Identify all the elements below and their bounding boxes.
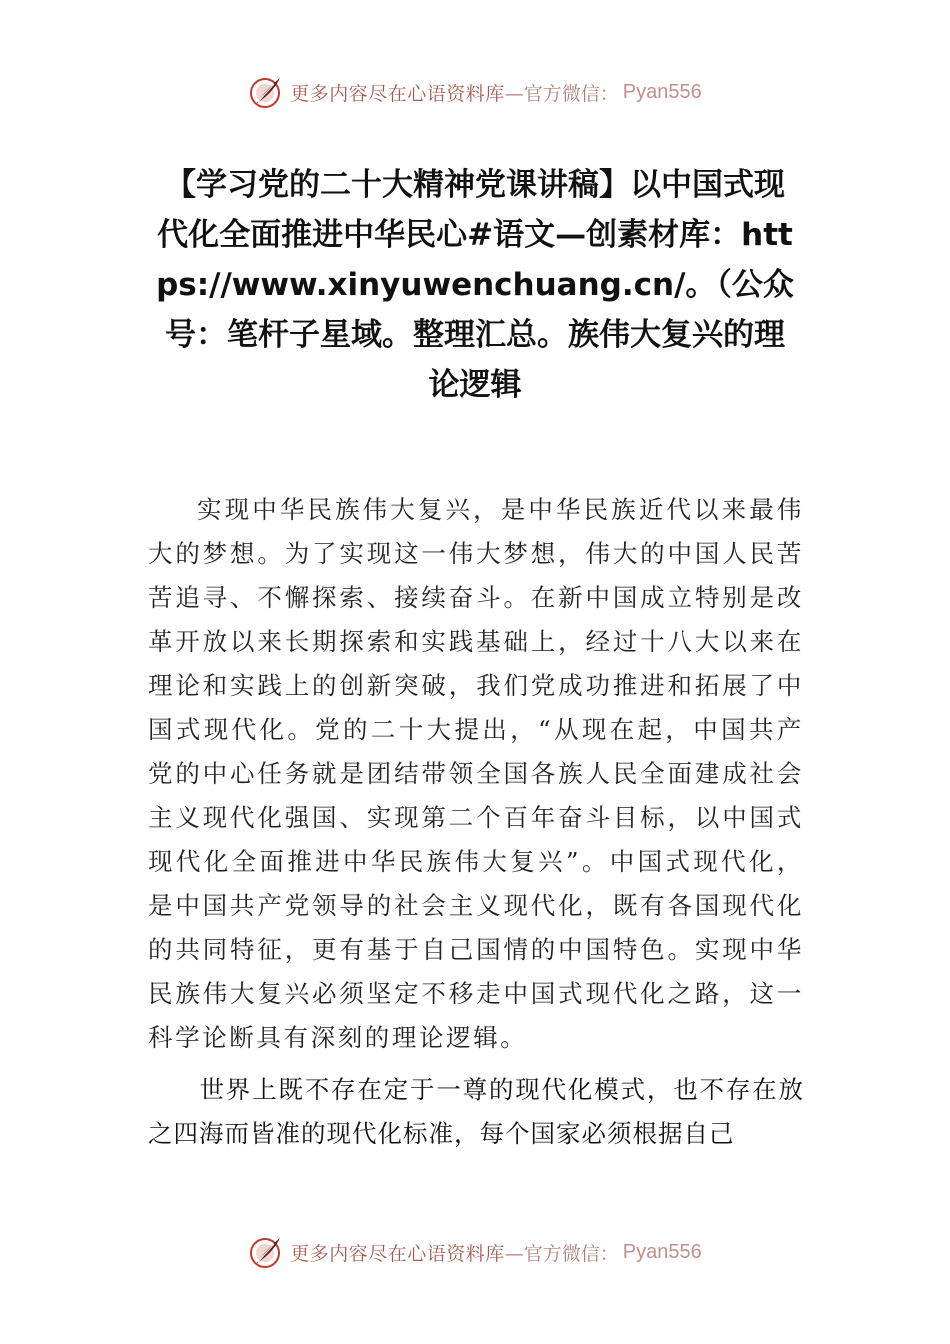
- page-header: [0, 72, 950, 112]
- footer-brand: [248, 1234, 702, 1270]
- header-brand-text: 更多内容尽在心语资料库: [290, 82, 505, 105]
- footer-brand-text: 更多内容尽在心语资料库: [290, 1242, 505, 1265]
- header-wechat-label: —官方微信：: [504, 82, 619, 105]
- header-brand: [248, 74, 702, 110]
- quill-pen-logo-icon: [248, 74, 284, 110]
- document-title: 【学习党的二十大精神党课讲稿】以中国式现代化全面推进中华民心#语文—创素材库：https://www.xinyuwenchuang.cn/。（公众号：笔杆子星域。整理汇总。族伟大复兴的理论逻辑: [156, 167, 794, 403]
- footer-wechat-id: Pyan556: [622, 1240, 702, 1263]
- document-body: [148, 488, 804, 1156]
- footer-wechat-label: —官方微信：: [504, 1242, 619, 1265]
- header-wechat-id: Pyan556: [622, 80, 702, 103]
- body-paragraph: 世界上既不存在定于一尊的现代化模式，也不存在放之四海而皆准的现代化标准，每个国家必须根据自己: [148, 1075, 804, 1148]
- body-paragraph: 实现中华民族伟大复兴，是中华民族近代以来最伟大的梦想。为了实现这一伟大梦想，伟大的中国人民苦苦追寻、不懈探索、接续奋斗。在新中国成立特别是改革开放以来长期探索和实践基础上，经过十八大以来在理论和实践上的创新突破，我们党成功推进和拓展了中国式现代化。党的二十大提出，“从现在起，中国共产党的中心任务就是团结带领全国各族人民全面建成社会主义现代化强国、实现第二个百年奋斗目标，以中国式现代化全面推进中华民族伟大复兴”。中国式现代化，是中国共产党领导的社会主义现代化，既有各国现代化的共同特征，更有基于自己国情的中国特色。实现中华民族伟大复兴必须坚定不移走中国式现代化之路，这一科学论断具有深刻的理论逻辑。: [148, 495, 804, 1052]
- page-footer: [0, 1232, 950, 1272]
- quill-pen-logo-icon: [248, 1234, 284, 1270]
